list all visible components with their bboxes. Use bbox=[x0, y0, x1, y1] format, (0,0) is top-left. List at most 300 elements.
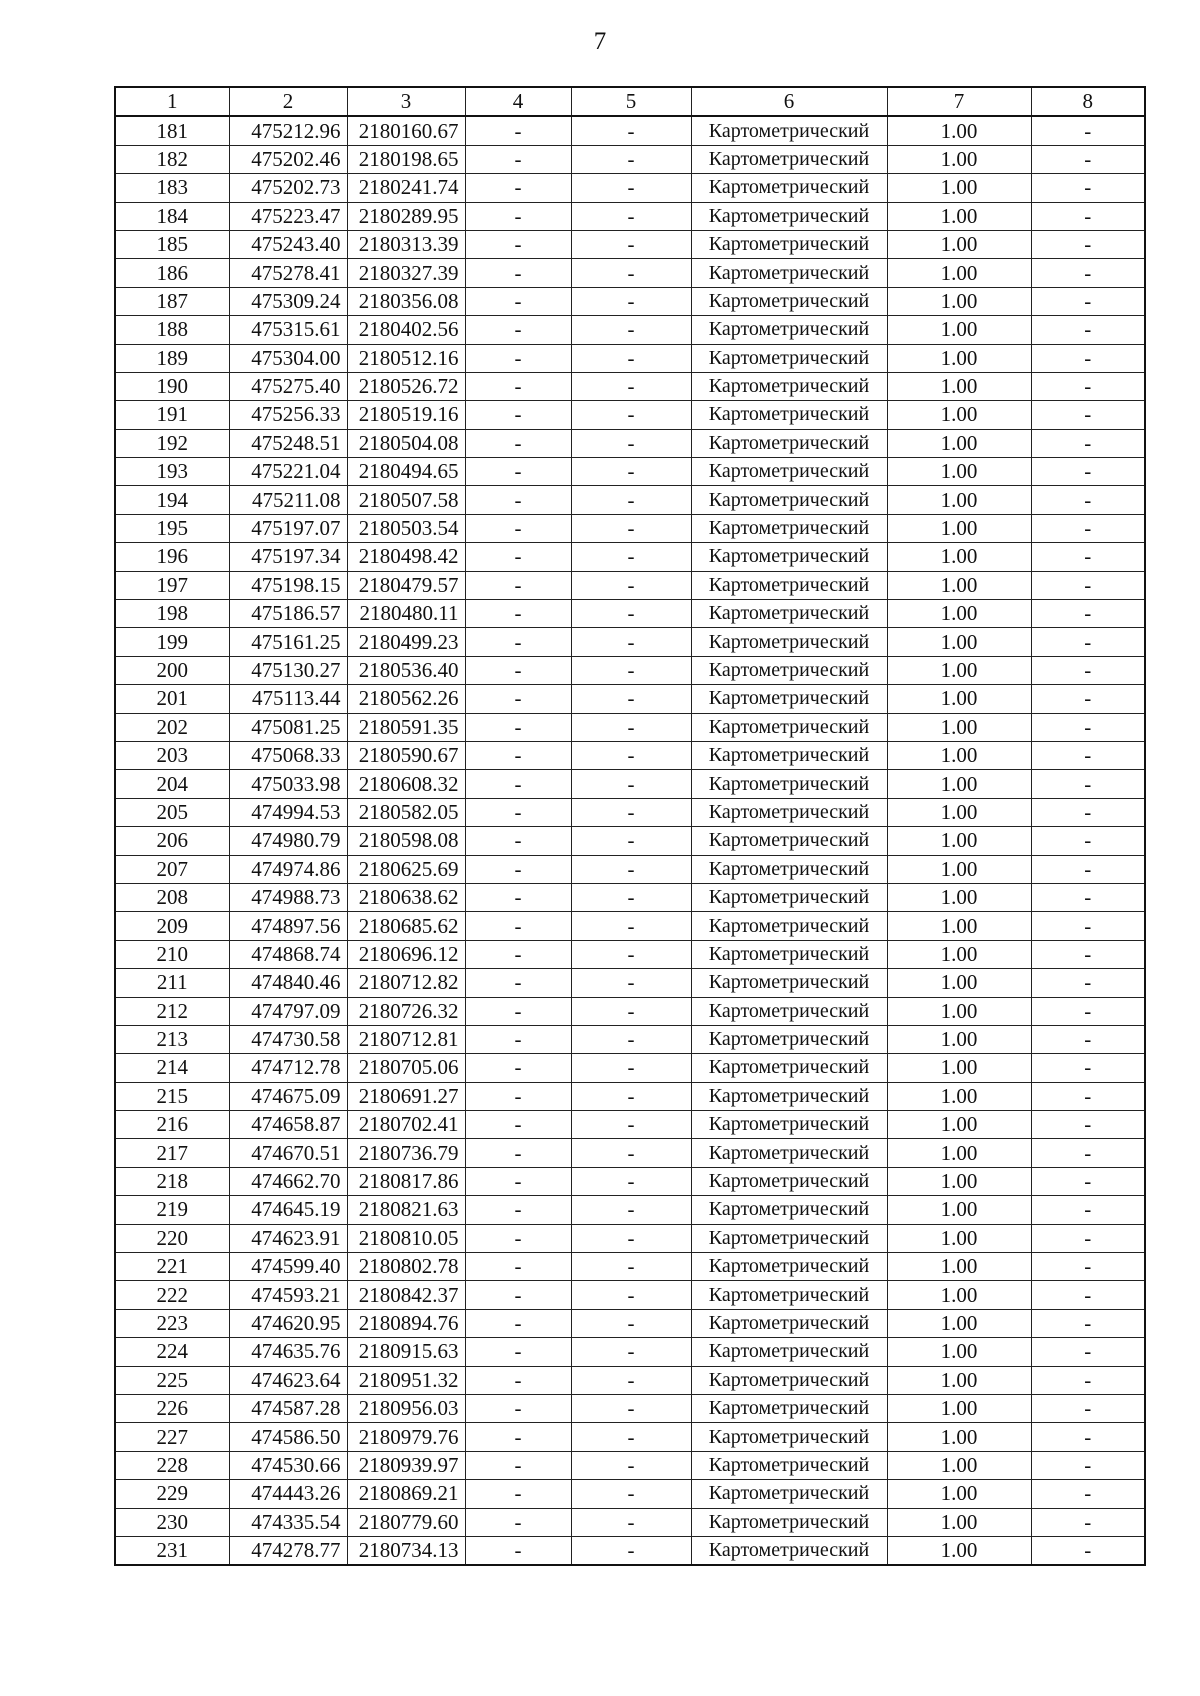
accuracy-cell: 1.00 bbox=[887, 1338, 1031, 1366]
method-cell: Картометрический bbox=[691, 458, 887, 486]
method-cell: Картометрический bbox=[691, 969, 887, 997]
col8-cell: - bbox=[1031, 1480, 1145, 1508]
y-coordinate-cell: 2180817.86 bbox=[347, 1167, 465, 1195]
x-coordinate-cell: 475275.40 bbox=[229, 372, 347, 400]
point-number-cell: 217 bbox=[115, 1139, 229, 1167]
col4-cell: - bbox=[465, 344, 571, 372]
point-number-cell: 206 bbox=[115, 827, 229, 855]
x-coordinate-cell: 474635.76 bbox=[229, 1338, 347, 1366]
y-coordinate-cell: 2180160.67 bbox=[347, 116, 465, 145]
accuracy-cell: 1.00 bbox=[887, 1423, 1031, 1451]
col5-cell: - bbox=[571, 883, 691, 911]
accuracy-cell: 1.00 bbox=[887, 969, 1031, 997]
point-number-cell: 191 bbox=[115, 401, 229, 429]
table-row bbox=[115, 1111, 1145, 1139]
method-cell: Картометрический bbox=[691, 1338, 887, 1366]
method-cell: Картометрический bbox=[691, 1139, 887, 1167]
col8-cell: - bbox=[1031, 458, 1145, 486]
col5-cell: - bbox=[571, 1366, 691, 1394]
col5-cell: - bbox=[571, 1082, 691, 1110]
table-row bbox=[115, 1139, 1145, 1167]
point-number-cell: 231 bbox=[115, 1536, 229, 1565]
col8-cell: - bbox=[1031, 1394, 1145, 1422]
col4-cell: - bbox=[465, 116, 571, 145]
point-number-cell: 227 bbox=[115, 1423, 229, 1451]
y-coordinate-cell: 2180327.39 bbox=[347, 259, 465, 287]
accuracy-cell: 1.00 bbox=[887, 1224, 1031, 1252]
table-row bbox=[115, 287, 1145, 315]
col8-cell: - bbox=[1031, 1451, 1145, 1479]
x-coordinate-cell: 474586.50 bbox=[229, 1423, 347, 1451]
y-coordinate-cell: 2180726.32 bbox=[347, 997, 465, 1025]
col8-cell: - bbox=[1031, 883, 1145, 911]
table-row bbox=[115, 514, 1145, 542]
y-coordinate-cell: 2180313.39 bbox=[347, 230, 465, 258]
y-coordinate-cell: 2180842.37 bbox=[347, 1281, 465, 1309]
table-row bbox=[115, 713, 1145, 741]
col4-cell: - bbox=[465, 458, 571, 486]
method-cell: Картометрический bbox=[691, 798, 887, 826]
point-number-cell: 214 bbox=[115, 1054, 229, 1082]
table-row bbox=[115, 940, 1145, 968]
col5-cell: - bbox=[571, 1167, 691, 1195]
col8-cell: - bbox=[1031, 116, 1145, 145]
col4-cell: - bbox=[465, 741, 571, 769]
point-number-cell: 201 bbox=[115, 685, 229, 713]
accuracy-cell: 1.00 bbox=[887, 713, 1031, 741]
col4-cell: - bbox=[465, 1025, 571, 1053]
method-cell: Картометрический bbox=[691, 827, 887, 855]
col5-cell: - bbox=[571, 1508, 691, 1536]
x-coordinate-cell: 474974.86 bbox=[229, 855, 347, 883]
accuracy-cell: 1.00 bbox=[887, 1167, 1031, 1195]
point-number-cell: 188 bbox=[115, 316, 229, 344]
point-number-cell: 218 bbox=[115, 1167, 229, 1195]
col8-cell: - bbox=[1031, 827, 1145, 855]
accuracy-cell: 1.00 bbox=[887, 1508, 1031, 1536]
method-cell: Картометрический bbox=[691, 1025, 887, 1053]
method-cell: Картометрический bbox=[691, 1196, 887, 1224]
point-number-cell: 225 bbox=[115, 1366, 229, 1394]
col8-cell: - bbox=[1031, 741, 1145, 769]
column-header: 2 bbox=[229, 87, 347, 116]
x-coordinate-cell: 475068.33 bbox=[229, 741, 347, 769]
col4-cell: - bbox=[465, 940, 571, 968]
col4-cell: - bbox=[465, 1082, 571, 1110]
accuracy-cell: 1.00 bbox=[887, 174, 1031, 202]
method-cell: Картометрический bbox=[691, 1281, 887, 1309]
table-row bbox=[115, 1167, 1145, 1195]
point-number-cell: 211 bbox=[115, 969, 229, 997]
table-row bbox=[115, 174, 1145, 202]
col8-cell: - bbox=[1031, 1281, 1145, 1309]
y-coordinate-cell: 2180480.11 bbox=[347, 600, 465, 628]
x-coordinate-cell: 474730.58 bbox=[229, 1025, 347, 1053]
col4-cell: - bbox=[465, 202, 571, 230]
x-coordinate-cell: 474840.46 bbox=[229, 969, 347, 997]
point-number-cell: 223 bbox=[115, 1309, 229, 1337]
col8-cell: - bbox=[1031, 1025, 1145, 1053]
table-row bbox=[115, 685, 1145, 713]
point-number-cell: 224 bbox=[115, 1338, 229, 1366]
point-number-cell: 207 bbox=[115, 855, 229, 883]
x-coordinate-cell: 475197.07 bbox=[229, 514, 347, 542]
method-cell: Картометрический bbox=[691, 1508, 887, 1536]
table-row bbox=[115, 1508, 1145, 1536]
table-row bbox=[115, 202, 1145, 230]
table-row bbox=[115, 1366, 1145, 1394]
table-row bbox=[115, 344, 1145, 372]
method-cell: Картометрический bbox=[691, 1082, 887, 1110]
point-number-cell: 230 bbox=[115, 1508, 229, 1536]
x-coordinate-cell: 475198.15 bbox=[229, 571, 347, 599]
x-coordinate-cell: 474620.95 bbox=[229, 1309, 347, 1337]
col4-cell: - bbox=[465, 514, 571, 542]
x-coordinate-cell: 475221.04 bbox=[229, 458, 347, 486]
col4-cell: - bbox=[465, 685, 571, 713]
method-cell: Картометрический bbox=[691, 600, 887, 628]
table-row bbox=[115, 401, 1145, 429]
col4-cell: - bbox=[465, 1167, 571, 1195]
method-cell: Картометрический bbox=[691, 1111, 887, 1139]
col8-cell: - bbox=[1031, 1054, 1145, 1082]
x-coordinate-cell: 474994.53 bbox=[229, 798, 347, 826]
y-coordinate-cell: 2180712.82 bbox=[347, 969, 465, 997]
x-coordinate-cell: 475186.57 bbox=[229, 600, 347, 628]
point-number-cell: 184 bbox=[115, 202, 229, 230]
col4-cell: - bbox=[465, 1253, 571, 1281]
y-coordinate-cell: 2180956.03 bbox=[347, 1394, 465, 1422]
col4-cell: - bbox=[465, 401, 571, 429]
x-coordinate-cell: 474980.79 bbox=[229, 827, 347, 855]
x-coordinate-cell: 474623.91 bbox=[229, 1224, 347, 1252]
accuracy-cell: 1.00 bbox=[887, 1196, 1031, 1224]
method-cell: Картометрический bbox=[691, 1480, 887, 1508]
col8-cell: - bbox=[1031, 1082, 1145, 1110]
table-row bbox=[115, 230, 1145, 258]
table-row bbox=[115, 770, 1145, 798]
col8-cell: - bbox=[1031, 1423, 1145, 1451]
col8-cell: - bbox=[1031, 1508, 1145, 1536]
x-coordinate-cell: 474587.28 bbox=[229, 1394, 347, 1422]
table-row bbox=[115, 429, 1145, 457]
x-coordinate-cell: 475161.25 bbox=[229, 628, 347, 656]
table-body bbox=[115, 87, 1145, 1565]
y-coordinate-cell: 2180356.08 bbox=[347, 287, 465, 315]
y-coordinate-cell: 2180821.63 bbox=[347, 1196, 465, 1224]
col4-cell: - bbox=[465, 1508, 571, 1536]
col4-cell: - bbox=[465, 1139, 571, 1167]
accuracy-cell: 1.00 bbox=[887, 429, 1031, 457]
x-coordinate-cell: 474662.70 bbox=[229, 1167, 347, 1195]
accuracy-cell: 1.00 bbox=[887, 401, 1031, 429]
col5-cell: - bbox=[571, 202, 691, 230]
accuracy-cell: 1.00 bbox=[887, 1139, 1031, 1167]
y-coordinate-cell: 2180705.06 bbox=[347, 1054, 465, 1082]
method-cell: Картометрический bbox=[691, 1253, 887, 1281]
col8-cell: - bbox=[1031, 940, 1145, 968]
accuracy-cell: 1.00 bbox=[887, 997, 1031, 1025]
point-number-cell: 186 bbox=[115, 259, 229, 287]
point-number-cell: 197 bbox=[115, 571, 229, 599]
table-row bbox=[115, 1082, 1145, 1110]
col8-cell: - bbox=[1031, 486, 1145, 514]
accuracy-cell: 1.00 bbox=[887, 855, 1031, 883]
col8-cell: - bbox=[1031, 1139, 1145, 1167]
col8-cell: - bbox=[1031, 656, 1145, 684]
point-number-cell: 196 bbox=[115, 543, 229, 571]
col8-cell: - bbox=[1031, 1309, 1145, 1337]
x-coordinate-cell: 474868.74 bbox=[229, 940, 347, 968]
accuracy-cell: 1.00 bbox=[887, 940, 1031, 968]
col5-cell: - bbox=[571, 230, 691, 258]
method-cell: Картометрический bbox=[691, 514, 887, 542]
table-row bbox=[115, 827, 1145, 855]
accuracy-cell: 1.00 bbox=[887, 770, 1031, 798]
table-row bbox=[115, 372, 1145, 400]
method-cell: Картометрический bbox=[691, 486, 887, 514]
col4-cell: - bbox=[465, 827, 571, 855]
col4-cell: - bbox=[465, 1423, 571, 1451]
point-number-cell: 198 bbox=[115, 600, 229, 628]
col5-cell: - bbox=[571, 1111, 691, 1139]
y-coordinate-cell: 2180526.72 bbox=[347, 372, 465, 400]
table-row bbox=[115, 1423, 1145, 1451]
col8-cell: - bbox=[1031, 912, 1145, 940]
col8-cell: - bbox=[1031, 1167, 1145, 1195]
y-coordinate-cell: 2180869.21 bbox=[347, 1480, 465, 1508]
col5-cell: - bbox=[571, 543, 691, 571]
table-row bbox=[115, 1451, 1145, 1479]
page-number: 7 bbox=[593, 28, 607, 55]
col5-cell: - bbox=[571, 1394, 691, 1422]
col5-cell: - bbox=[571, 1054, 691, 1082]
y-coordinate-cell: 2180504.08 bbox=[347, 429, 465, 457]
y-coordinate-cell: 2180734.13 bbox=[347, 1536, 465, 1565]
table-row bbox=[115, 116, 1145, 145]
col8-cell: - bbox=[1031, 202, 1145, 230]
y-coordinate-cell: 2180598.08 bbox=[347, 827, 465, 855]
col5-cell: - bbox=[571, 912, 691, 940]
col5-cell: - bbox=[571, 1536, 691, 1565]
col4-cell: - bbox=[465, 855, 571, 883]
point-number-cell: 185 bbox=[115, 230, 229, 258]
accuracy-cell: 1.00 bbox=[887, 883, 1031, 911]
point-number-cell: 205 bbox=[115, 798, 229, 826]
col5-cell: - bbox=[571, 429, 691, 457]
col5-cell: - bbox=[571, 1139, 691, 1167]
y-coordinate-cell: 2180536.40 bbox=[347, 656, 465, 684]
accuracy-cell: 1.00 bbox=[887, 571, 1031, 599]
accuracy-cell: 1.00 bbox=[887, 1253, 1031, 1281]
col5-cell: - bbox=[571, 344, 691, 372]
point-number-cell: 220 bbox=[115, 1224, 229, 1252]
accuracy-cell: 1.00 bbox=[887, 600, 1031, 628]
x-coordinate-cell: 474278.77 bbox=[229, 1536, 347, 1565]
x-coordinate-cell: 475202.73 bbox=[229, 174, 347, 202]
method-cell: Картометрический bbox=[691, 429, 887, 457]
point-number-cell: 181 bbox=[115, 116, 229, 145]
x-coordinate-cell: 475081.25 bbox=[229, 713, 347, 741]
table-row bbox=[115, 997, 1145, 1025]
y-coordinate-cell: 2180289.95 bbox=[347, 202, 465, 230]
col4-cell: - bbox=[465, 798, 571, 826]
col8-cell: - bbox=[1031, 628, 1145, 656]
method-cell: Картометрический bbox=[691, 145, 887, 173]
accuracy-cell: 1.00 bbox=[887, 458, 1031, 486]
x-coordinate-cell: 475309.24 bbox=[229, 287, 347, 315]
column-header: 4 bbox=[465, 87, 571, 116]
accuracy-cell: 1.00 bbox=[887, 685, 1031, 713]
method-cell: Картометрический bbox=[691, 1366, 887, 1394]
x-coordinate-cell: 475197.34 bbox=[229, 543, 347, 571]
point-number-cell: 213 bbox=[115, 1025, 229, 1053]
y-coordinate-cell: 2180608.32 bbox=[347, 770, 465, 798]
y-coordinate-cell: 2180499.23 bbox=[347, 628, 465, 656]
accuracy-cell: 1.00 bbox=[887, 116, 1031, 145]
method-cell: Картометрический bbox=[691, 372, 887, 400]
point-number-cell: 183 bbox=[115, 174, 229, 202]
table-row bbox=[115, 1480, 1145, 1508]
accuracy-cell: 1.00 bbox=[887, 316, 1031, 344]
col8-cell: - bbox=[1031, 259, 1145, 287]
table-row bbox=[115, 883, 1145, 911]
table-row bbox=[115, 855, 1145, 883]
y-coordinate-cell: 2180638.62 bbox=[347, 883, 465, 911]
method-cell: Картометрический bbox=[691, 713, 887, 741]
y-coordinate-cell: 2180802.78 bbox=[347, 1253, 465, 1281]
col5-cell: - bbox=[571, 685, 691, 713]
table-row bbox=[115, 1536, 1145, 1565]
col4-cell: - bbox=[465, 1309, 571, 1337]
x-coordinate-cell: 475278.41 bbox=[229, 259, 347, 287]
col8-cell: - bbox=[1031, 1111, 1145, 1139]
col8-cell: - bbox=[1031, 401, 1145, 429]
y-coordinate-cell: 2180479.57 bbox=[347, 571, 465, 599]
method-cell: Картометрический bbox=[691, 685, 887, 713]
col4-cell: - bbox=[465, 372, 571, 400]
point-number-cell: 209 bbox=[115, 912, 229, 940]
accuracy-cell: 1.00 bbox=[887, 287, 1031, 315]
method-cell: Картометрический bbox=[691, 1423, 887, 1451]
y-coordinate-cell: 2180519.16 bbox=[347, 401, 465, 429]
col4-cell: - bbox=[465, 656, 571, 684]
col8-cell: - bbox=[1031, 145, 1145, 173]
accuracy-cell: 1.00 bbox=[887, 656, 1031, 684]
col4-cell: - bbox=[465, 770, 571, 798]
point-number-cell: 192 bbox=[115, 429, 229, 457]
x-coordinate-cell: 474670.51 bbox=[229, 1139, 347, 1167]
point-number-cell: 200 bbox=[115, 656, 229, 684]
method-cell: Картометрический bbox=[691, 287, 887, 315]
accuracy-cell: 1.00 bbox=[887, 741, 1031, 769]
accuracy-cell: 1.00 bbox=[887, 1281, 1031, 1309]
col4-cell: - bbox=[465, 571, 571, 599]
col8-cell: - bbox=[1031, 287, 1145, 315]
col4-cell: - bbox=[465, 883, 571, 911]
col4-cell: - bbox=[465, 486, 571, 514]
x-coordinate-cell: 474335.54 bbox=[229, 1508, 347, 1536]
x-coordinate-cell: 475212.96 bbox=[229, 116, 347, 145]
y-coordinate-cell: 2180582.05 bbox=[347, 798, 465, 826]
col4-cell: - bbox=[465, 174, 571, 202]
table-row bbox=[115, 1025, 1145, 1053]
accuracy-cell: 1.00 bbox=[887, 1025, 1031, 1053]
accuracy-cell: 1.00 bbox=[887, 230, 1031, 258]
point-number-cell: 193 bbox=[115, 458, 229, 486]
accuracy-cell: 1.00 bbox=[887, 145, 1031, 173]
col5-cell: - bbox=[571, 372, 691, 400]
y-coordinate-cell: 2180712.81 bbox=[347, 1025, 465, 1053]
col8-cell: - bbox=[1031, 1253, 1145, 1281]
x-coordinate-cell: 475248.51 bbox=[229, 429, 347, 457]
col4-cell: - bbox=[465, 1111, 571, 1139]
col4-cell: - bbox=[465, 628, 571, 656]
method-cell: Картометрический bbox=[691, 1394, 887, 1422]
y-coordinate-cell: 2180696.12 bbox=[347, 940, 465, 968]
y-coordinate-cell: 2180494.65 bbox=[347, 458, 465, 486]
point-number-cell: 204 bbox=[115, 770, 229, 798]
x-coordinate-cell: 475315.61 bbox=[229, 316, 347, 344]
col4-cell: - bbox=[465, 1394, 571, 1422]
y-coordinate-cell: 2180241.74 bbox=[347, 174, 465, 202]
y-coordinate-cell: 2180507.58 bbox=[347, 486, 465, 514]
point-number-cell: 202 bbox=[115, 713, 229, 741]
accuracy-cell: 1.00 bbox=[887, 1054, 1031, 1082]
y-coordinate-cell: 2180590.67 bbox=[347, 741, 465, 769]
table-row bbox=[115, 316, 1145, 344]
accuracy-cell: 1.00 bbox=[887, 1309, 1031, 1337]
col5-cell: - bbox=[571, 741, 691, 769]
table-header-row bbox=[115, 87, 1145, 116]
col8-cell: - bbox=[1031, 174, 1145, 202]
point-number-cell: 190 bbox=[115, 372, 229, 400]
col8-cell: - bbox=[1031, 429, 1145, 457]
method-cell: Картометрический bbox=[691, 770, 887, 798]
y-coordinate-cell: 2180591.35 bbox=[347, 713, 465, 741]
y-coordinate-cell: 2180625.69 bbox=[347, 855, 465, 883]
col4-cell: - bbox=[465, 600, 571, 628]
col8-cell: - bbox=[1031, 798, 1145, 826]
col4-cell: - bbox=[465, 969, 571, 997]
col8-cell: - bbox=[1031, 600, 1145, 628]
col5-cell: - bbox=[571, 1196, 691, 1224]
col4-cell: - bbox=[465, 259, 571, 287]
x-coordinate-cell: 474530.66 bbox=[229, 1451, 347, 1479]
col5-cell: - bbox=[571, 1025, 691, 1053]
col8-cell: - bbox=[1031, 514, 1145, 542]
accuracy-cell: 1.00 bbox=[887, 344, 1031, 372]
x-coordinate-cell: 474593.21 bbox=[229, 1281, 347, 1309]
x-coordinate-cell: 474712.78 bbox=[229, 1054, 347, 1082]
col8-cell: - bbox=[1031, 1536, 1145, 1565]
x-coordinate-cell: 474623.64 bbox=[229, 1366, 347, 1394]
col5-cell: - bbox=[571, 1451, 691, 1479]
x-coordinate-cell: 475113.44 bbox=[229, 685, 347, 713]
col5-cell: - bbox=[571, 997, 691, 1025]
col4-cell: - bbox=[465, 316, 571, 344]
col5-cell: - bbox=[571, 827, 691, 855]
method-cell: Картометрический bbox=[691, 571, 887, 599]
accuracy-cell: 1.00 bbox=[887, 543, 1031, 571]
x-coordinate-cell: 474675.09 bbox=[229, 1082, 347, 1110]
point-number-cell: 189 bbox=[115, 344, 229, 372]
table-row bbox=[115, 259, 1145, 287]
col5-cell: - bbox=[571, 713, 691, 741]
col8-cell: - bbox=[1031, 571, 1145, 599]
table-row bbox=[115, 600, 1145, 628]
method-cell: Картометрический bbox=[691, 259, 887, 287]
